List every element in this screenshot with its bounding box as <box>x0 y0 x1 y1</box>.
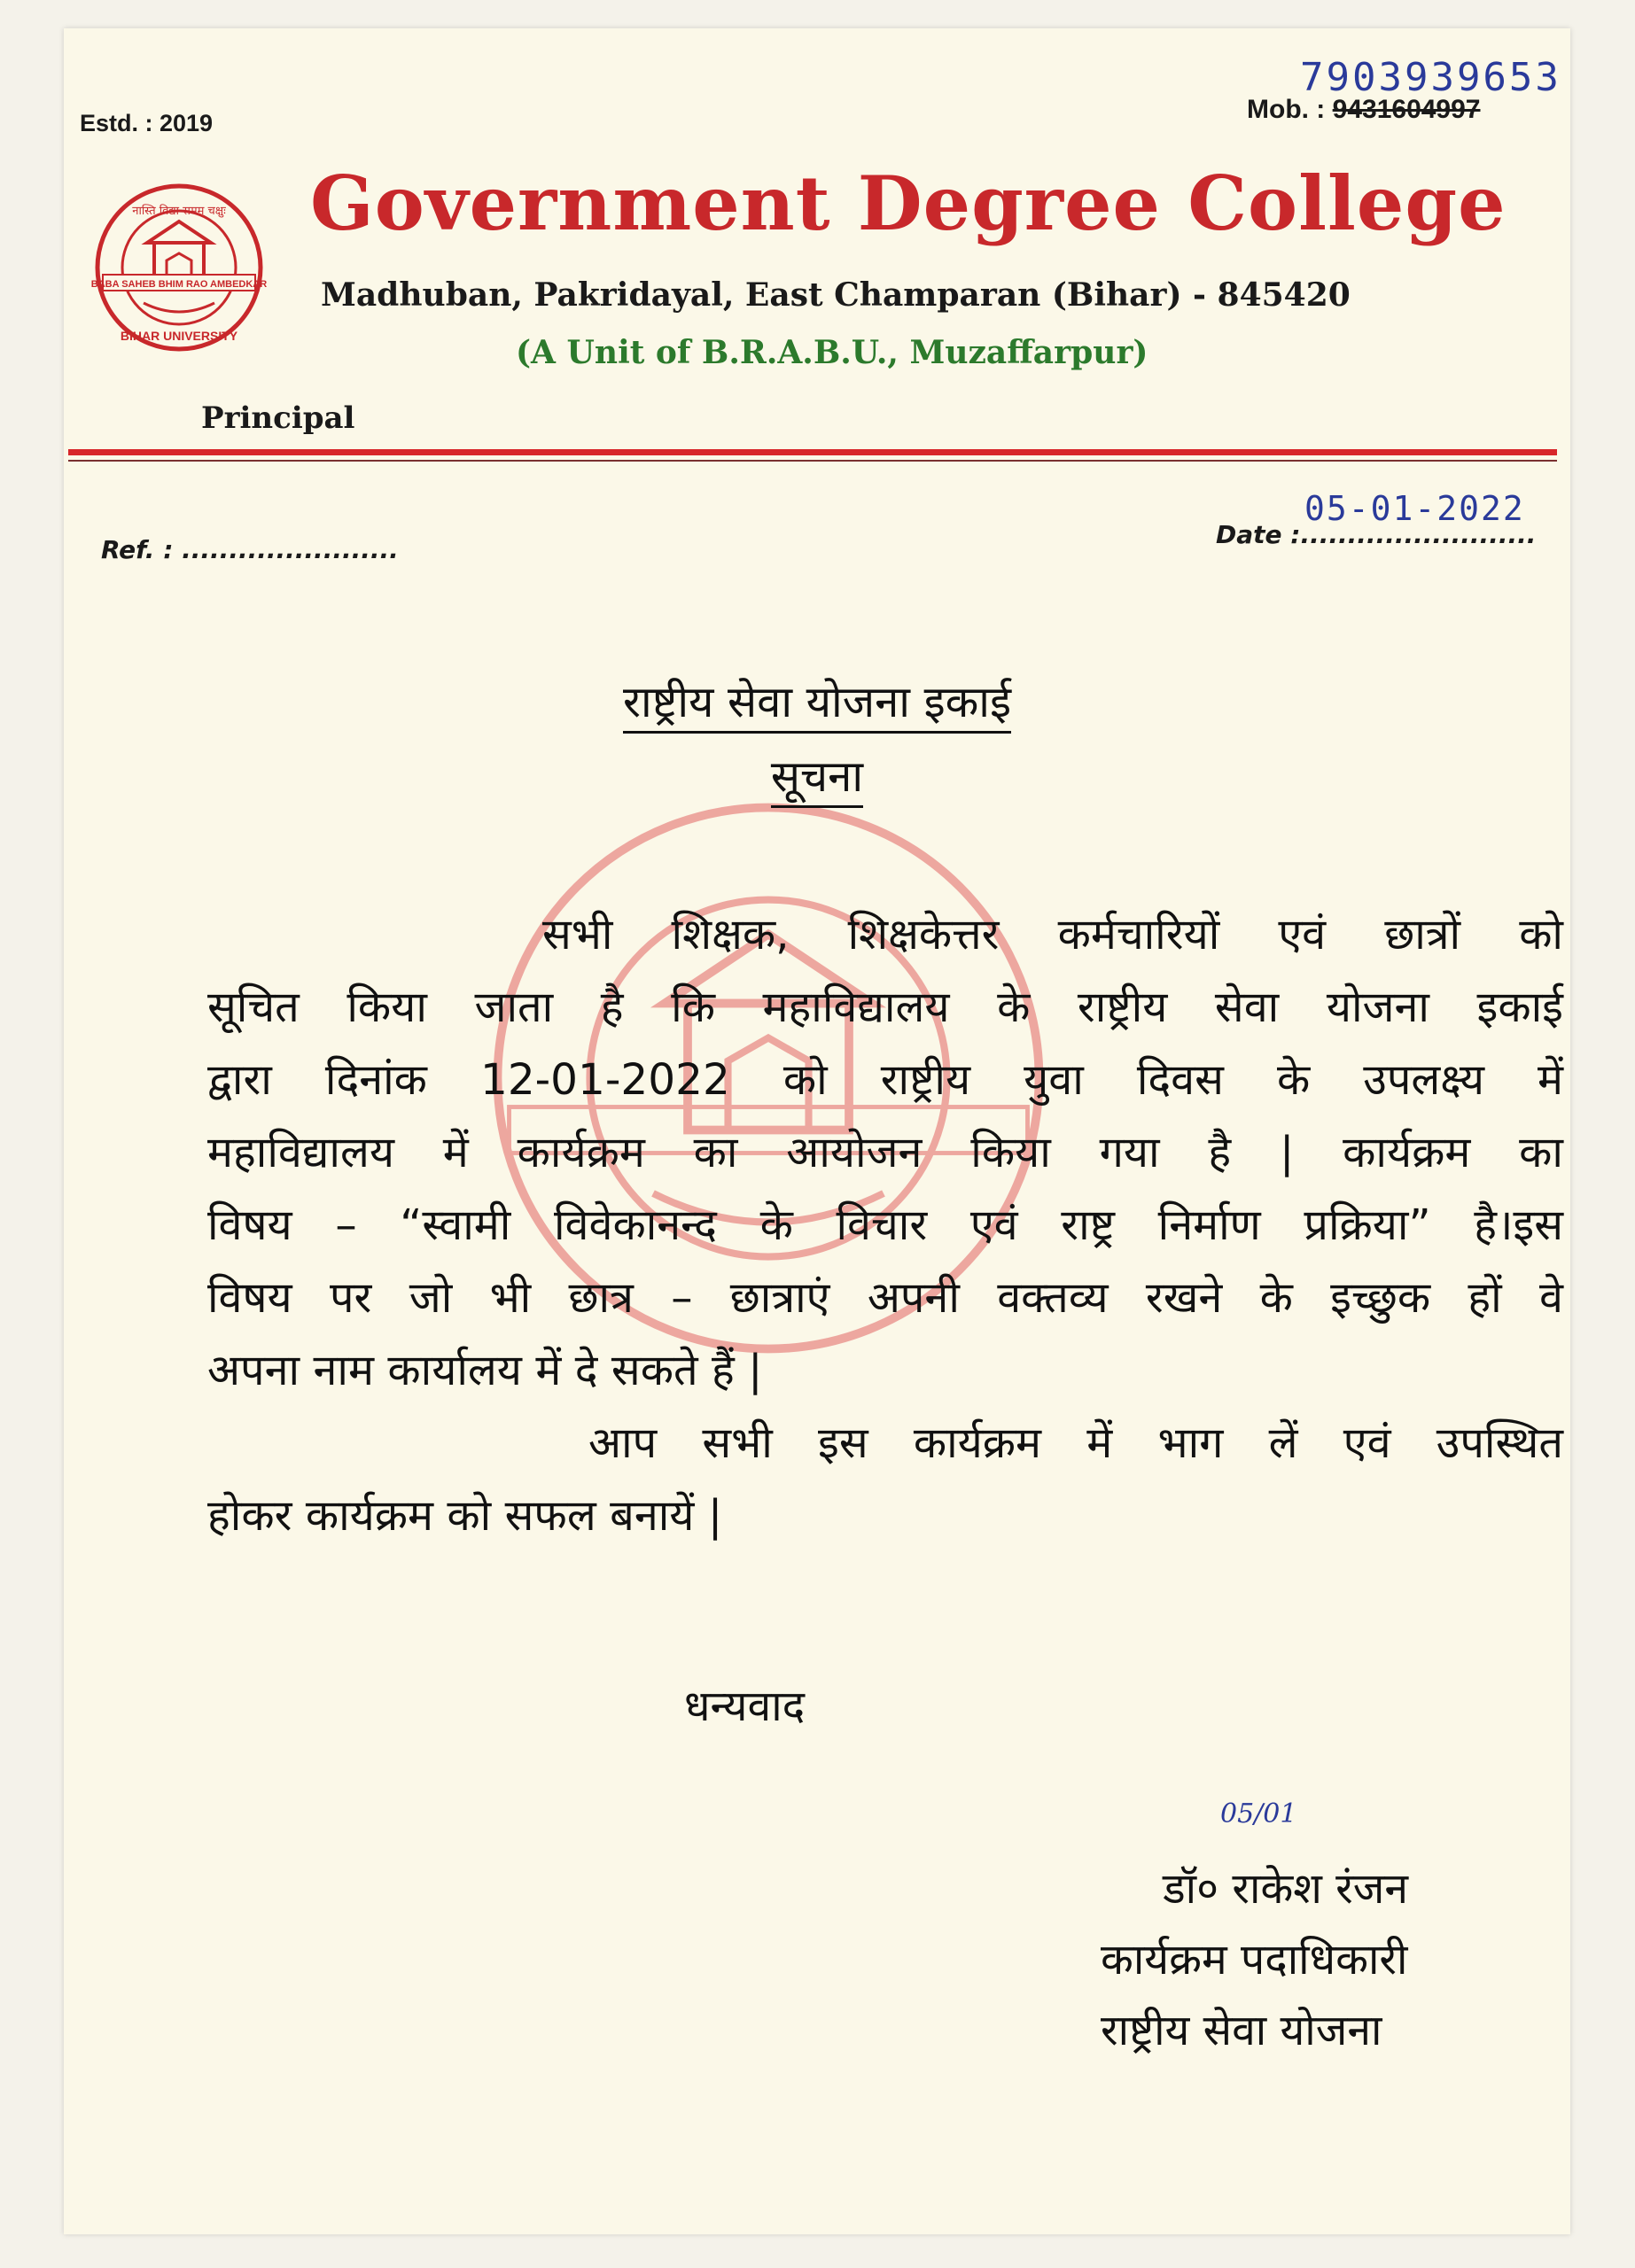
college-address: Madhuban, Pakridayal, East Champaran (Bihar) - 845420 <box>321 276 1351 314</box>
signatory-unit: राष्ट्रीय सेवा योजना <box>1101 2006 1382 2055</box>
logo-band-text: BABA SAHEB BHIM RAO AMBEDKAR <box>90 279 268 290</box>
signature-block <box>1101 1853 1408 2066</box>
university-unit: (A Unit of B.R.A.B.U., Muzaffarpur) <box>516 334 1148 371</box>
mobile-printed: 9431604997 <box>1332 95 1481 124</box>
signatory-designation: कार्यक्रम पदाधिकारी <box>1101 1935 1408 1984</box>
notice-line: सभी शिक्षक, शिक्षकेत्तर कर्मचारियों एवं छात्रों को <box>542 910 1563 959</box>
office-label: Principal <box>201 400 355 436</box>
signature-initials: 05/01 <box>1220 1798 1297 1829</box>
mobile-handwritten: 7903939653 <box>1300 55 1561 100</box>
signatory-name: डॉ० राकेश रंजन <box>1163 1864 1409 1914</box>
header-divider <box>68 449 1557 455</box>
notice-line: महाविद्यालय में कार्यक्रम का आयोजन किया गया है | कार्यक्रम का <box>207 1128 1563 1177</box>
notice-line: विषय पर जो भी छात्र – छात्राएं अपनी वक्तव्य रखने के इच्छुक हों वे <box>207 1273 1563 1323</box>
established-year: Estd. : 2019 <box>80 110 214 136</box>
notice-line: आप सभी इस कार्यक्रम में भाग लें एवं उपस्थित <box>588 1418 1563 1468</box>
thanks-text: धन्यवाद <box>684 1682 806 1731</box>
mobile-number <box>1247 95 1481 125</box>
notice-line: अपना नाम कार्यालय में दे सकते हैं | <box>207 1346 763 1395</box>
header-divider-thin <box>68 460 1557 462</box>
letterhead-page <box>64 28 1570 2234</box>
logo-bottom-text: BIHAR UNIVERSITY <box>120 329 238 343</box>
college-name: Government Degree College <box>310 159 1507 247</box>
notice-body <box>207 898 1563 1552</box>
notice-heading: राष्ट्रीय सेवा योजना इकाई <box>64 672 1570 730</box>
notice-line: द्वारा दिनांक 12-01-2022 को राष्ट्रीय युवा दिवस के उपलक्ष्य में <box>207 1055 1563 1105</box>
university-logo-icon <box>90 179 268 356</box>
date-field: Date :......................... <box>1216 520 1537 549</box>
notice-line: विषय – “स्वामी विवेकानन्द के विचार एवं राष्ट्र निर्माण प्रक्रिया” है।इस <box>207 1200 1563 1250</box>
mobile-label: Mob. : <box>1247 95 1333 124</box>
logo-top-text: नास्ति विद्या समम् चक्षुः <box>132 205 226 218</box>
notice-subheading: सूचना <box>64 746 1570 804</box>
notice-line: होकर कार्यक्रम को सफल बनायें | <box>207 1491 723 1541</box>
notice-line: सूचित किया जाता है कि महाविद्यालय के राष्ट्रीय सेवा योजना इकाई <box>207 983 1563 1032</box>
reference-field: Ref. : ....................... <box>101 535 399 564</box>
date-value: 05-01-2022 <box>1304 489 1525 528</box>
